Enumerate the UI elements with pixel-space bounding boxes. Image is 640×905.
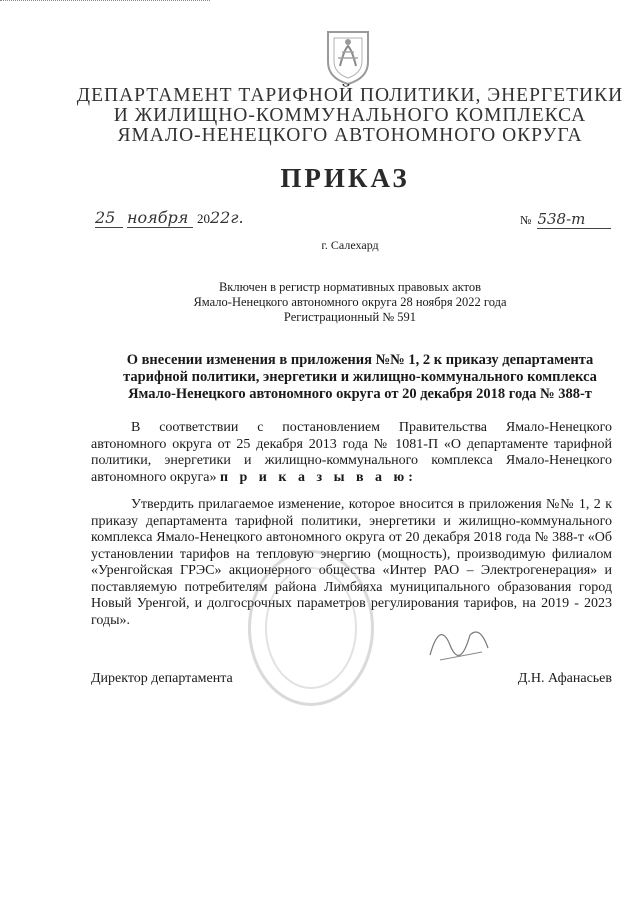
date-day: 25 [95, 208, 123, 228]
department-header [70, 86, 630, 146]
scan-top-line [0, 0, 210, 1]
number-value: 538-т [537, 210, 611, 229]
body-paragraph-1 [91, 420, 612, 486]
official-seal-stamp-icon [248, 550, 374, 706]
department-line-3: ЯМАЛО-НЕНЕЦКОГО АВТОНОМНОГО ОКРУГА [117, 125, 583, 146]
registry-line-2: Ямало-Ненецкого автономного округа 28 ноября 2022 года [193, 295, 507, 309]
city-line: г. Салехард [321, 238, 379, 252]
number-label: № [520, 213, 532, 227]
document-type-title: ПРИКАЗ [280, 163, 410, 193]
registry-line-3: Регистрационный № 591 [283, 310, 417, 324]
department-line-2: И ЖИЛИЩНО-КОММУНАЛЬНОГО КОМПЛЕКСА [113, 105, 587, 126]
paragraph-1-text: В соответствии с постановлением Правительства Ямало-Ненецкого автономного округа от 25 декабря 2013 года № 1081-П «О департаменте тарифной политики, энергетики и жилищно-коммунального комплекса Ямало-Ненецкого автономного округа» [91, 420, 612, 485]
department-line-1: ДЕПАРТАМЕНТ ТАРИФНОЙ ПОЛИТИКИ, ЭНЕРГЕТИКИ [76, 85, 624, 106]
date-year-printed: 20 [197, 211, 210, 226]
registry-line-1: Включен в регистр нормативных правовых актов [218, 280, 482, 294]
subject-line-3: Ямало-Ненецкого автономного округа от 20 декабря 2018 года № 388-т [128, 386, 592, 402]
order-subject [100, 352, 620, 403]
handwritten-signature-icon [420, 600, 500, 670]
date-year-handwritten: 22г. [210, 208, 244, 227]
signatory-name: Д.Н. Афанасьев [517, 671, 612, 686]
subject-line-1: О внесении изменения в приложения №№ 1, 2 к приказу департамента [126, 352, 594, 368]
document-number [520, 210, 611, 229]
signatory-title: Директор департамента [91, 671, 233, 686]
body-paragraph-2: Утвердить прилагаемое изменение, которое вносится в приложения №№ 1, 2 к приказу департамента тарифной политики, энергетики и жилищно-коммунального комплекса Ямало-Ненецкого автономного округа от 20 декабря 2018 года № 388-т «Об установлении тарифов на тепловую энергию (мощность), производимую филиалом «Уренгойская ГРЭС» акционерного общества «Интер РАО – Электрогенерация» и поставляемую потребителям района Лимбяяха муниципального образования город Новый Уренгой, и долгосрочных параметров регулирования тарифов, на 2019 - 2023 годы». [91, 497, 612, 628]
date-month: ноября [127, 208, 193, 228]
decree-word: п р и к а з ы в а ю: [219, 469, 417, 485]
subject-line-2: тарифной политики, энергетики и жилищно-коммунального комплекса [123, 369, 597, 385]
registry-note [150, 280, 550, 325]
document-date [95, 208, 244, 228]
coat-of-arms-emblem-icon [322, 28, 374, 86]
